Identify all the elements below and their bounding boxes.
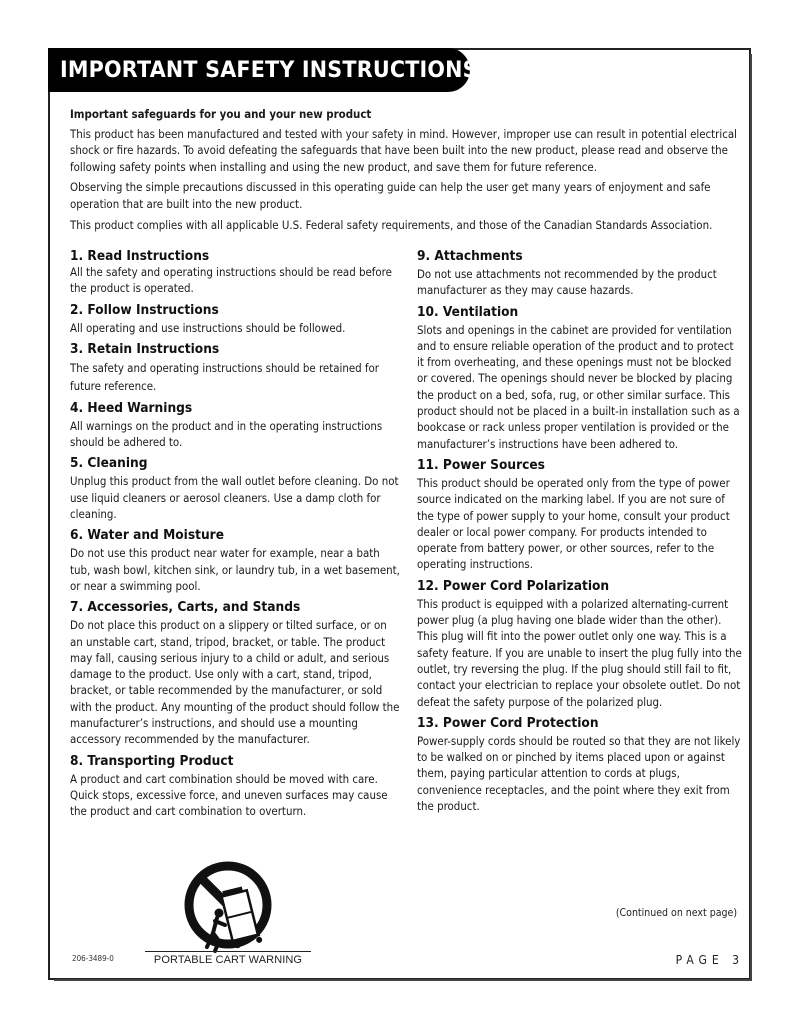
- section-heading: 12. Power Cord Polarization: [417, 577, 610, 594]
- intro-lead: Important safeguards for you and your new product: [70, 107, 372, 121]
- section-body: A product and cart combination should be moved with care. Quick stops, excessive force, and uneven surfaces may cause the product and cart combination to overturn.: [70, 771, 388, 819]
- section-body: Do not use attachments not recommended by the product manufacturer as they may cause hazards.: [417, 267, 717, 298]
- section-heading: 1. Read Instructions: [70, 248, 210, 264]
- figure-caption: PORTABLE CART WARNING: [153, 954, 303, 966]
- section-heading: 5. Cleaning: [70, 455, 148, 472]
- page-number: PAGE 3: [675, 953, 744, 967]
- section-body: Do not place this product on a slippery or tilted surface, or on an unstable cart, stand, tripod, bracket, or table. The product may fall, causing serious injury to a child or adult, and serious damage to the product. Use only with a cart, stand, tripod, bracket, or table recommended by the manufacturer, or sold with the product. Any mounting of the product should follow the manufacturer’s instructions, and should use a mounting accessory recommended by the manufacturer.: [70, 618, 400, 747]
- section-body: All operating and use instructions should be followed.: [70, 320, 346, 335]
- section-body: Unplug this product from the wall outlet before cleaning. Do not use liquid cleaners or aerosol cleaners. Use a damp cloth for cleaning.: [70, 474, 399, 522]
- section-body: This product is equipped with a polarized alternating-current power plug (a plug having one blade wider than the other). This plug will fit into the power outlet only one way. This is a safety feature. If you are unable to insert the plug fully into the outlet, try reversing the plug. If the plug should still fail to fit, contact your electrician to replace your obsolete outlet. Do not defeat the safety purpose of the polarized plug.: [417, 596, 742, 709]
- section-body: The safety and operating instructions should be retained for future reference.: [70, 360, 379, 393]
- section-water-and-moisture: [70, 526, 400, 594]
- section-body: Do not use this product near water for example, near a bath tub, wash bowl, kitchen sink, or laundry tub, in a wet basement, or near a swimming pool.: [70, 546, 400, 593]
- section-heading: 8. Transporting Product: [70, 752, 234, 769]
- intro-paragraph: This product complies with all applicable U.S. Federal safety requirements, and those of the Canadian Standards Association.: [70, 217, 713, 232]
- section-retain-instructions: [70, 340, 400, 395]
- figure-rule: [145, 951, 311, 952]
- section-heading: 3. Retain Instructions: [70, 340, 220, 357]
- page-title: IMPORTANT SAFETY INSTRUCTIONS: [60, 57, 478, 83]
- section-heading: 2. Follow Instructions: [70, 301, 219, 318]
- frame-shadow-right: [750, 54, 752, 981]
- section-body: This product should be operated only from the type of power source indicated on the marking label. If you are not sure of the type of power supply to your home, consult your product dealer or local power company. For products intended to operate from battery power, or other sources, refer to the operating instructions.: [417, 475, 730, 572]
- section-power-cord-polarization: [417, 577, 742, 710]
- intro-paragraph: This product has been manufactured and tested with your safety in mind. However, improper use can result in potential electrical shock or fire hazards. To avoid defeating the safeguards that have been built into the new product, please read and observe the following safety points when installing and using the new product, and save them for future reference.: [70, 126, 738, 174]
- portable-cart-warning-icon: [145, 855, 311, 970]
- section-body: All warnings on the product and in the operating instructions should be adhered to.: [70, 418, 383, 450]
- section-heading: 11. Power Sources: [417, 456, 545, 473]
- section-heading: 9. Attachments: [417, 248, 523, 264]
- section-body: All the safety and operating instructions should be read before the product is operated.: [70, 265, 392, 296]
- title-banner: [48, 48, 478, 92]
- section-heading: 13. Power Cord Protection: [417, 714, 599, 731]
- section-accessories-carts-stands: [70, 598, 400, 747]
- section-heading: 6. Water and Moisture: [70, 527, 225, 544]
- section-body: Slots and openings in the cabinet are provided for ventilation and to ensure reliable operation of the product and to protect it from overheating, and these openings must not be blocked or covered. The openings should never be blocked by placing the product on a bed, sofa, rug, or other similar surface. This product should not be placed in a built-in installation such as a bookcase or rack unless proper ventilation is provided or the manufacturer’s instructions have been adhered to.: [417, 322, 740, 451]
- section-body: Power-supply cords should be routed so that they are not likely to be walked on or pinched by items placed upon or against them, paying particular attention to cords at plugs, convenience receptacles, and the point where they exit from the product.: [417, 733, 741, 814]
- continued-note: (Continued on next page): [615, 907, 737, 919]
- section-heading: 10. Ventilation: [417, 303, 519, 320]
- section-power-sources: [417, 456, 742, 573]
- section-heed-warnings: [70, 399, 400, 451]
- left-column: [70, 247, 400, 824]
- intro-block: [70, 106, 750, 237]
- section-read-instructions: [70, 247, 400, 297]
- document-code: 206-3489-0: [72, 954, 114, 963]
- section-heading: 4. Heed Warnings: [70, 399, 193, 416]
- section-heading: 7. Accessories, Carts, and Stands: [70, 599, 301, 616]
- intro-paragraph: Observing the simple precautions discussed in this operating guide can help the user get many years of enjoyment and safe operation that are built into the new product.: [70, 180, 711, 211]
- section-follow-instructions: [70, 301, 400, 336]
- section-ventilation: [417, 303, 742, 452]
- section-attachments: [417, 247, 742, 299]
- frame-shadow-bottom: [54, 979, 752, 981]
- section-cleaning: [70, 454, 400, 522]
- section-transporting-product: [70, 752, 400, 820]
- right-column: [417, 247, 742, 818]
- section-power-cord-protection: [417, 714, 742, 814]
